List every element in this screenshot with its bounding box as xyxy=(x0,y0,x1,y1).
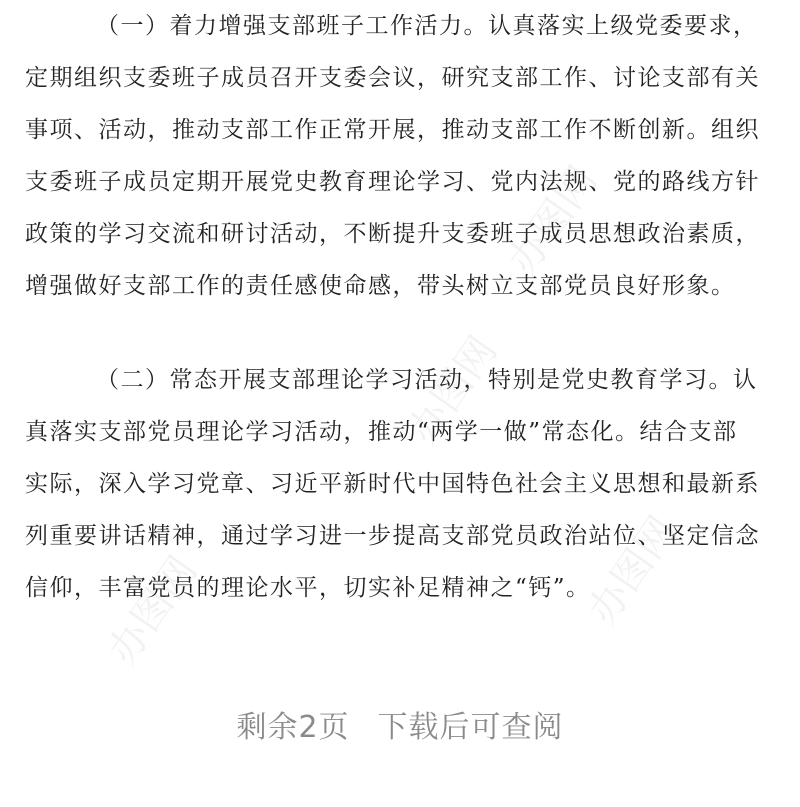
text-line: （一）着力增强支部班子工作活力。认真落实上级党委要求， xyxy=(96,13,758,39)
text-line: 列重要讲话精神，通过学习进一步提高支部党员政治站位、坚定信念 xyxy=(25,523,760,549)
text-line: 信仰，丰富党员的理论水平，切实补足精神之“钙”。 xyxy=(25,575,591,601)
text-line: 政策的学习交流和研讨活动，不断提升支委班子成员思想政治素质， xyxy=(25,221,760,247)
text-line: 定期组织支委班子成员召开支委会议，研究支部工作、讨论支部有关 xyxy=(25,65,760,91)
text-line: 增强做好支部工作的责任感使命感，带头树立支部党员良好形象。 xyxy=(25,273,736,299)
text-line: （二）常态开展支部理论学习活动，特别是党史教育学习。认 xyxy=(96,367,758,393)
download-to-read-more-link[interactable] xyxy=(0,702,800,746)
text-line: 实际，深入学习党章、习近平新时代中国特色社会主义思想和最新系 xyxy=(25,471,760,497)
watermark: 办图网 xyxy=(399,328,507,453)
watermark: 办图网 xyxy=(499,158,607,283)
watermark: 办图网 xyxy=(99,548,207,673)
text-line: 真落实支部党员理论学习活动，推动“两学一做”常态化。结合支部 xyxy=(25,419,738,445)
download-hint-label: 下载后可查阅 xyxy=(377,710,564,745)
watermark: 办图网 xyxy=(579,508,687,633)
text-line: 事项、活动，推动支部工作正常开展，推动支部工作不断创新。组织 xyxy=(25,117,760,143)
paragraph-2 xyxy=(25,354,785,614)
remaining-pages-label: 剩余2页 xyxy=(236,710,350,745)
paragraph-1 xyxy=(25,0,785,312)
text-line: 支委班子成员定期开展党史教育理论学习、党内法规、党的路线方针 xyxy=(25,169,760,195)
